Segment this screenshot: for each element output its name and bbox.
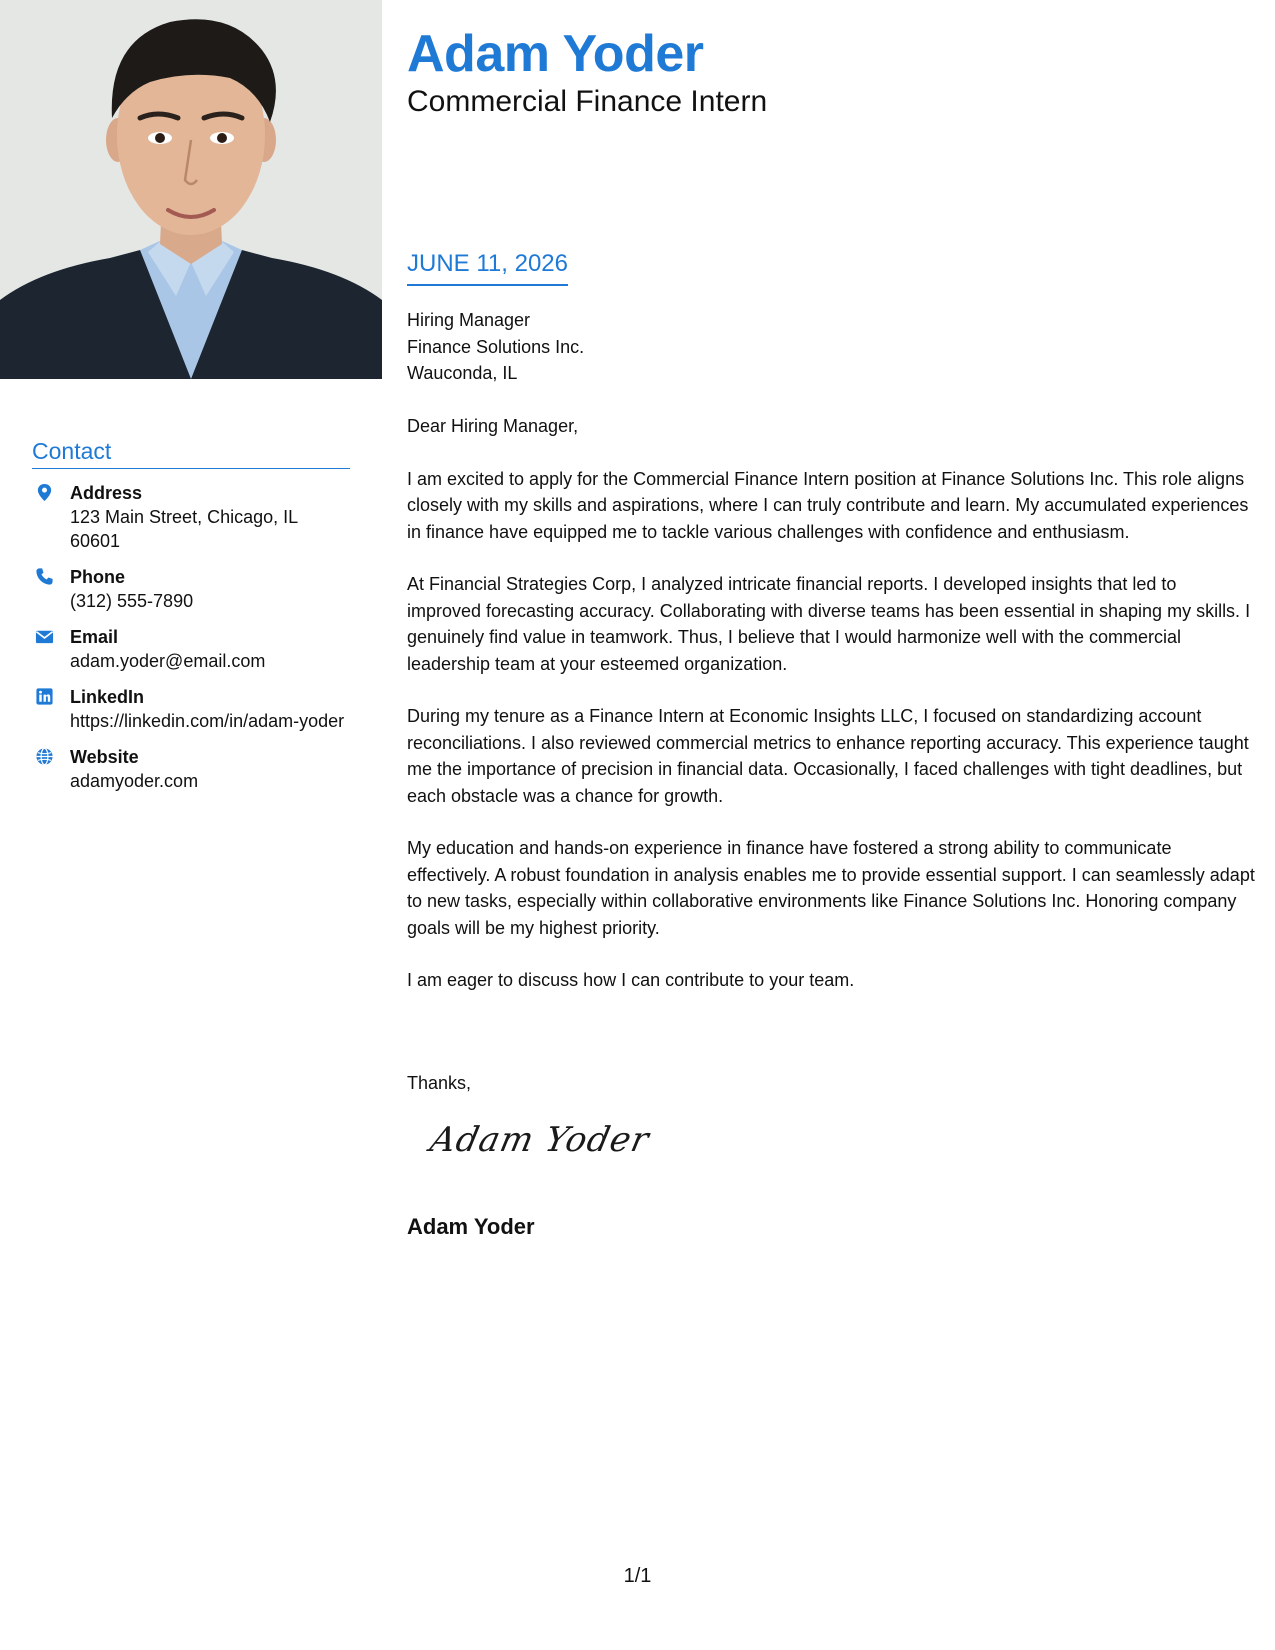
contact-address xyxy=(32,481,350,553)
linkedin-value[interactable]: https://linkedin.com/in/adam-yoder xyxy=(70,711,345,731)
signature: Adam Yoder xyxy=(426,1120,654,1160)
linkedin-label: LinkedIn xyxy=(70,687,145,707)
closing: Thanks, xyxy=(407,1073,472,1093)
phone-icon xyxy=(35,567,54,586)
body-paragraph: During my tenure as a Finance Intern at Economic Insights LLC, I focused on standardizing account reconciliations. I also reviewed commercial metrics to enhance reporting accuracy. This experience taught me the importance of precision in financial data. Occasionally, I faced challenges with tight deadlines, but each obstacle was a chance for growth. xyxy=(407,706,1249,806)
phone-value: (312) 555-7890 xyxy=(70,591,194,611)
profile-photo-graphic xyxy=(0,0,382,379)
letter-body xyxy=(407,413,1255,1020)
contact-email xyxy=(32,625,350,673)
recipient-company: Finance Solutions Inc. xyxy=(407,336,585,357)
phone-label: Phone xyxy=(70,567,126,587)
email-label: Email xyxy=(70,627,119,647)
website-value[interactable]: adamyoder.com xyxy=(70,771,199,791)
body-paragraph: At Financial Strategies Corp, I analyzed intricate financial reports. I developed insights that led to improved forecasting accuracy. Collaborating with diverse teams has been essential in shaping my skills. I genuinely find value in teamwork. Thus, I believe that I would harmonize well with the commercial leadership team at your esteemed organization. xyxy=(407,574,1251,674)
address-value: 123 Main Street, Chicago, IL 60601 xyxy=(70,507,298,551)
body-paragraph: I am eager to discuss how I can contribute to your team. xyxy=(407,970,855,990)
contact-linkedin xyxy=(32,685,350,733)
recipient-block xyxy=(407,307,584,387)
email-value: adam.yoder@email.com xyxy=(70,651,266,671)
contact-title: Contact xyxy=(32,436,350,469)
sidebar xyxy=(0,0,382,1650)
contact-phone xyxy=(32,565,350,613)
envelope-icon xyxy=(35,627,54,646)
page-number: 1/1 xyxy=(623,1565,652,1587)
recipient-title: Hiring Manager xyxy=(407,310,531,330)
contact-section xyxy=(32,436,350,793)
linkedin-icon xyxy=(35,687,54,706)
recipient-location: Wauconda, IL xyxy=(407,363,518,383)
contact-website xyxy=(32,745,350,793)
website-label: Website xyxy=(70,747,139,767)
letter-date: JUNE 11, 2026 xyxy=(407,248,568,286)
applicant-name: Adam Yoder xyxy=(407,25,704,83)
applicant-role: Commercial Finance Intern xyxy=(407,85,768,118)
map-pin-icon xyxy=(35,483,54,502)
body-paragraph: I am excited to apply for the Commercial Finance Intern position at Finance Solutions Inc. This role aligns closely with my skills and aspirations, where I can truly contribute and learn. My accumulated experiences in finance have equipped me to tackle various challenges with confidence and enthusiasm. xyxy=(407,468,1249,542)
address-label: Address xyxy=(70,483,143,503)
signer-name: Adam Yoder xyxy=(407,1214,535,1239)
globe-icon xyxy=(35,747,54,766)
body-paragraph: My education and hands-on experience in finance have fostered a strong ability to communicate effectively. A robust foundation in analysis enables me to provide essential support. I can seamlessly adapt to new tasks, especially within collaborative environments like Finance Solutions Inc. Honoring company goals will be my highest priority. xyxy=(407,838,1255,938)
profile-photo xyxy=(0,0,382,379)
salutation: Dear Hiring Manager, xyxy=(407,416,579,436)
